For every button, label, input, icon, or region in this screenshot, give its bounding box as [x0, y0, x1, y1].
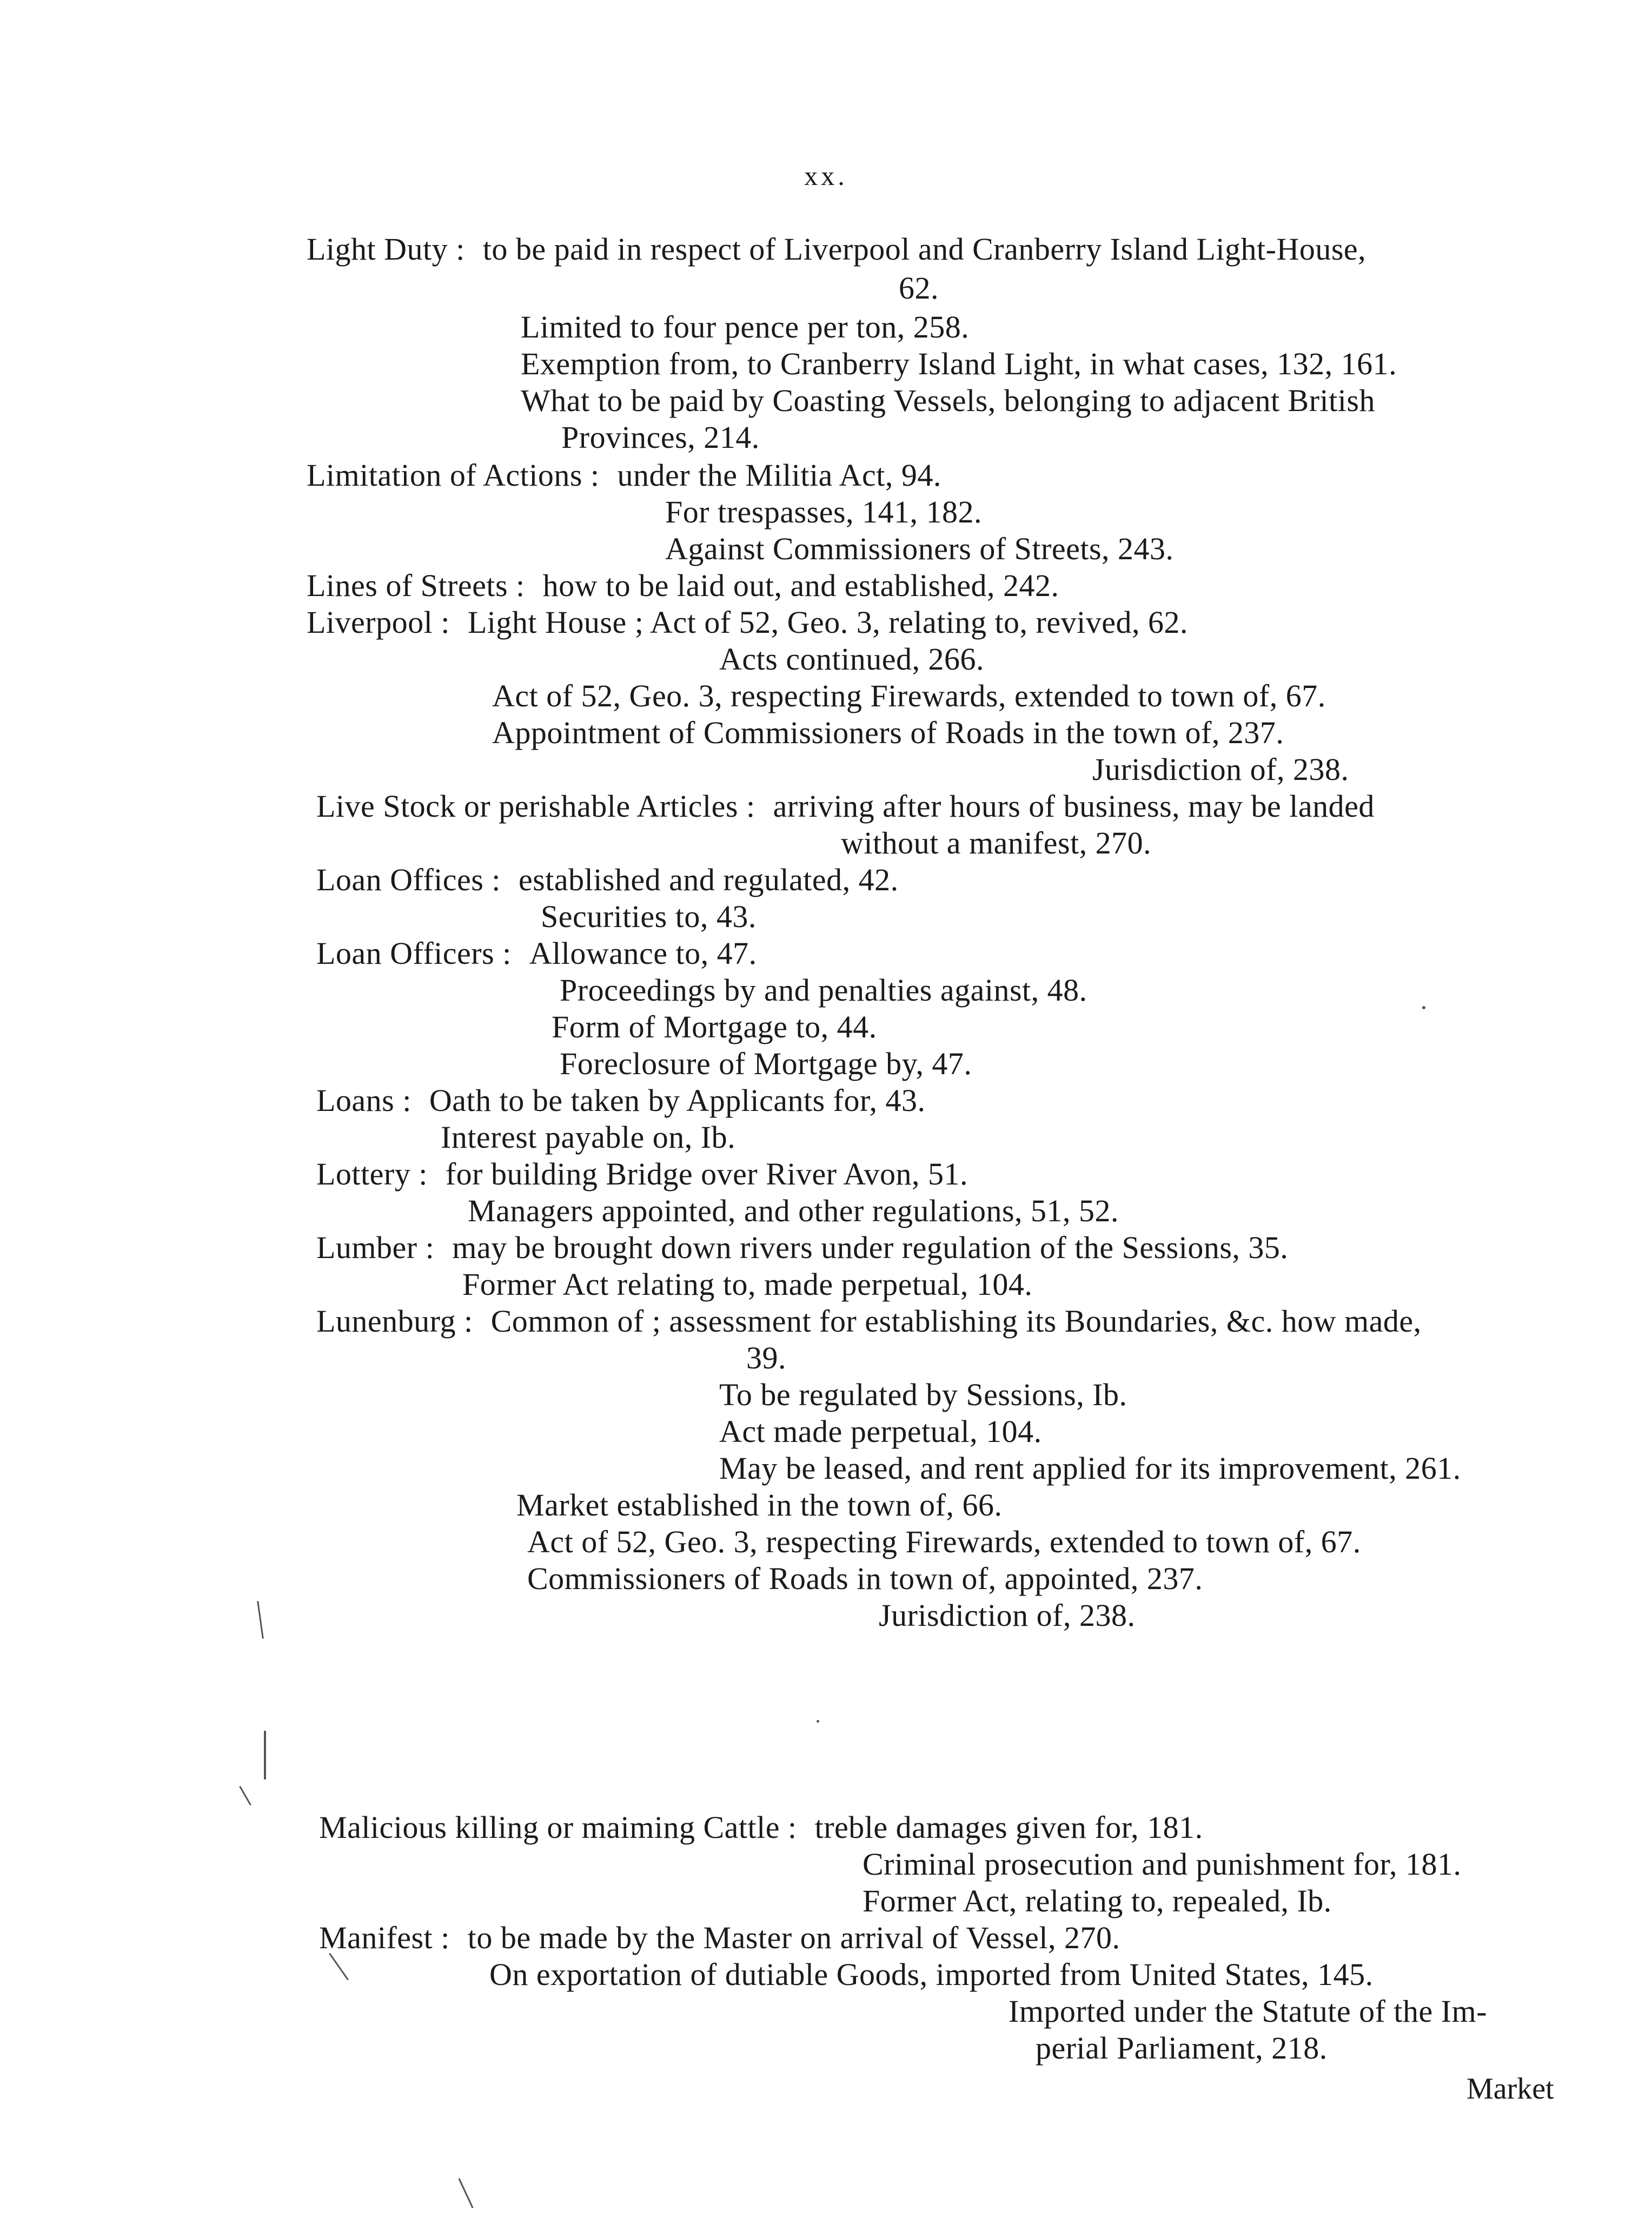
entry-heading: Liverpool : [307, 605, 450, 640]
index-subentry: Market established in the town of, 66. [516, 1487, 1003, 1523]
index-subentry: Provinces, 214. [561, 420, 760, 455]
index-subentry: Act of 52, Geo. 3, respecting Firewards, extended to town of, 67. [527, 1524, 1361, 1559]
page-number: xx. [804, 161, 848, 191]
entry-text: Common of ; assessment for establishing its Boundaries, &c. how made, [490, 1303, 1422, 1339]
index-entry-loan-officers [316, 936, 757, 971]
index-entry-limitation-of-actions [307, 458, 941, 493]
scan-mark [458, 2178, 473, 2208]
index-subentry: Former Act relating to, made perpetual, 104. [462, 1267, 1033, 1302]
entry-text: arriving after hours of business, may be landed [773, 789, 1375, 824]
entry-heading: Lines of Streets : [307, 568, 525, 603]
entry-heading: Manifest : [319, 1920, 450, 1955]
scan-mark [257, 1601, 264, 1639]
index-subentry: Proceedings by and penalties against, 48. [560, 972, 1087, 1008]
index-subentry: Foreclosure of Mortgage by, 47. [560, 1046, 972, 1081]
entry-heading: Lumber : [316, 1230, 435, 1265]
index-subentry: Exemption from, to Cranberry Island Light, in what cases, 132, 161. [521, 346, 1397, 381]
index-entry-manifest [319, 1920, 1120, 1956]
index-subentry: Act of 52, Geo. 3, respecting Firewards, extended to town of, 67. [492, 678, 1326, 713]
index-entry-lunenburg [316, 1303, 1422, 1339]
index-subentry: Interest payable on, Ib. [441, 1120, 736, 1155]
index-subentry: Act made perpetual, 104. [719, 1414, 1042, 1449]
index-subentry: Securities to, 43. [541, 899, 757, 934]
scan-mark [817, 1720, 819, 1723]
entry-heading: Loan Officers : [316, 936, 512, 971]
index-subentry: For trespasses, 141, 182. [665, 494, 983, 530]
entry-text: treble damages given for, 181. [814, 1810, 1203, 1845]
scan-mark [329, 1953, 349, 1981]
index-subentry: Imported under the Statute of the Im- [1009, 1994, 1488, 2029]
index-entry-loans [316, 1083, 925, 1119]
index-subentry: Limited to four pence per ton, 258. [521, 309, 970, 345]
entry-text: Oath to be taken by Applicants for, 43. [429, 1083, 926, 1118]
index-entry-loan-offices [316, 862, 899, 898]
entry-text: Light House ; Act of 52, Geo. 3, relating to, revived, 62. [467, 605, 1188, 640]
catchword: Market [1467, 2072, 1554, 2106]
index-subentry: Criminal prosecution and punishment for, 181. [863, 1847, 1462, 1882]
scan-mark [239, 1786, 251, 1805]
entry-text: Allowance to, 47. [529, 936, 757, 971]
entry-text: how to be laid out, and established, 242. [542, 568, 1059, 603]
index-subentry: Acts continued, 266. [719, 641, 985, 677]
entry-text: to be made by the Master on arrival of Vessel, 270. [467, 1920, 1120, 1955]
entry-heading: Limitation of Actions : [307, 458, 600, 493]
index-entry-light-duty [307, 231, 1366, 267]
index-subentry: Appointment of Commissioners of Roads in the town of, 237. [492, 715, 1284, 750]
index-subentry: Jurisdiction of, 238. [1092, 752, 1349, 787]
index-subentry: 39. [746, 1340, 786, 1375]
index-subentry: May be leased, and rent applied for its improvement, 261. [719, 1451, 1461, 1486]
index-subentry: To be regulated by Sessions, Ib. [719, 1377, 1127, 1412]
index-subentry: 62. [899, 270, 939, 306]
index-subentry: What to be paid by Coasting Vessels, belonging to adjacent British [521, 383, 1375, 418]
entry-heading: Light Duty : [307, 231, 465, 267]
index-subentry: Former Act, relating to, repealed, Ib. [863, 1883, 1332, 1918]
scan-mark [1422, 1006, 1425, 1009]
entry-heading: Loan Offices : [316, 862, 501, 897]
entry-heading: Live Stock or perishable Articles : [316, 789, 755, 824]
entry-heading: Lunenburg : [316, 1303, 473, 1339]
index-subentry: Form of Mortgage to, 44. [552, 1009, 877, 1044]
scan-mark [264, 1731, 266, 1779]
index-subentry: Against Commissioners of Streets, 243. [665, 531, 1174, 566]
entry-heading: Loans : [316, 1083, 412, 1118]
index-subentry: On exportation of dutiable Goods, imported from United States, 145. [489, 1957, 1374, 1992]
index-subentry: without a manifest, 270. [841, 825, 1152, 861]
index-subentry: perial Parliament, 218. [1036, 2030, 1328, 2066]
index-subentry: Managers appointed, and other regulations, 51, 52. [468, 1193, 1119, 1228]
index-entry-lines-of-streets [307, 568, 1059, 604]
entry-heading: Lottery : [316, 1156, 428, 1192]
entry-text: under the Militia Act, 94. [617, 458, 941, 493]
index-subentry: Commissioners of Roads in town of, appointed, 237. [527, 1561, 1203, 1596]
index-entry-lumber [316, 1230, 1288, 1266]
index-entry-live-stock [316, 789, 1375, 824]
entry-text: for building Bridge over River Avon, 51. [445, 1156, 968, 1192]
entry-text: established and regulated, 42. [518, 862, 899, 897]
index-subentry: Jurisdiction of, 238. [879, 1598, 1136, 1633]
entry-text: may be brought down rivers under regulation of the Sessions, 35. [452, 1230, 1289, 1265]
index-entry-lottery [316, 1156, 968, 1192]
index-entry-liverpool [307, 605, 1188, 640]
index-entry-malicious-killing [319, 1810, 1203, 1845]
entry-heading: Malicious killing or maiming Cattle : [319, 1810, 797, 1845]
entry-text: to be paid in respect of Liverpool and Cranberry Island Light-House, [482, 231, 1366, 267]
